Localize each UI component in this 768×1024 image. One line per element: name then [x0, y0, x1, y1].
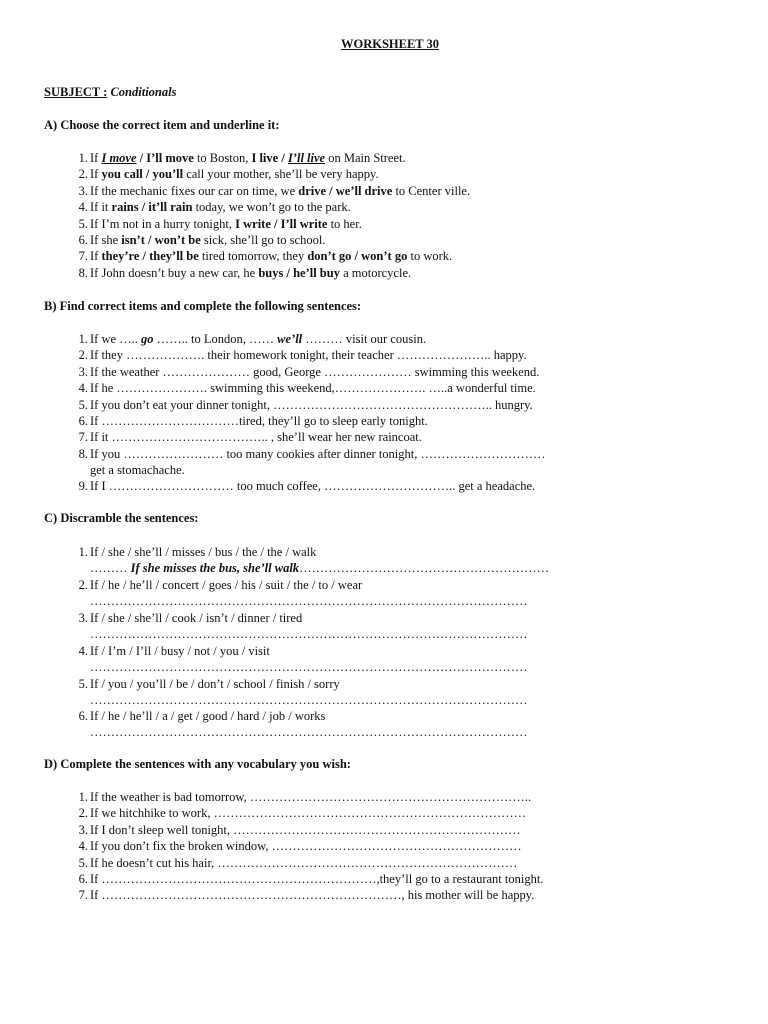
sentence-fragment: If it ……………………………….. , she’ll wear her new raincoat. [90, 430, 422, 444]
answer-dots: …………………………………………………………………………………………… [90, 660, 528, 674]
item-number: 6. [78, 709, 88, 723]
item-number: 3. [78, 822, 88, 837]
sentence-fragment: to her. [327, 216, 362, 231]
sentence-fragment: a motorcycle. [339, 265, 412, 280]
exercise-c-item [68, 610, 302, 626]
exercise-c-item [68, 544, 316, 560]
item-number: 4. [78, 200, 88, 215]
sentence-fragment: we’ll [277, 332, 303, 346]
sentence-text: If I don’t sleep well tonight, …………………………………………………………… [90, 822, 521, 837]
sentence-text: If the weather is bad tomorrow, ………………………………………………………….. [90, 790, 532, 804]
answer-dots: …………………………………………………… [299, 561, 550, 575]
sentence-fragment: you call / you’ll [101, 167, 184, 182]
item-number: 5. [78, 398, 88, 412]
sentence-fragment: If John doesn’t buy a new car, he [90, 265, 259, 280]
sentence-fragment: I’ll move [146, 151, 194, 165]
exercise-b-item [68, 331, 426, 347]
section-c-heading: C) Discramble the sentences: [44, 511, 199, 525]
scrambled-words: If / you / you’ll / be / don’t / school / finish / sorry [90, 677, 340, 691]
exercise-a-item [68, 216, 362, 232]
item-number: 4. [78, 644, 88, 658]
item-number: 5. [78, 855, 88, 870]
item-number: 7. [78, 430, 88, 444]
sentence-fragment: If you don’t eat your dinner tonight, …………………………………………….. hungry. [90, 398, 533, 412]
item-number: 8. [78, 447, 88, 461]
sentence-fragment: rains / it’ll rain [111, 200, 193, 215]
item-number: 7. [78, 888, 88, 903]
sentence-fragment: to Center ville. [392, 183, 471, 198]
subject-line [44, 85, 176, 100]
exercise-a-item [68, 232, 325, 248]
item-number: 2. [78, 348, 88, 362]
exercise-d-item [68, 887, 534, 903]
sentence-fragment: …….. to London, …… [153, 332, 278, 346]
exercise-a-item [68, 199, 351, 215]
answer-line [90, 659, 528, 675]
section-a-heading: A) Choose the correct item and underline it: [44, 118, 280, 132]
exercise-d-item [68, 805, 526, 821]
exercise-a-item [68, 265, 411, 281]
section-d-heading: D) Complete the sentences with any vocabulary you wish: [44, 757, 351, 771]
sentence-fragment: If it [90, 200, 112, 215]
scrambled-words: If / he / he’ll / concert / goes / his / suit / the / to / wear [90, 578, 363, 592]
sentence-text: If you don’t fix the broken window, …………………………………………………… [90, 839, 522, 854]
answer-line [90, 692, 528, 708]
sentence-fragment: buys / he’ll buy [258, 265, 340, 280]
exercise-c-item [68, 643, 270, 659]
answer-line [90, 560, 549, 576]
sentence-fragment: I live [251, 151, 279, 165]
item-number: 2. [78, 578, 88, 592]
item-number: 3. [78, 183, 88, 198]
item-number: 2. [78, 806, 88, 821]
sentence-fragment: / [278, 151, 288, 165]
exercise-d-item [68, 789, 531, 805]
item-number: 6. [78, 233, 88, 247]
sentence-fragment: drive / we’ll drive [298, 183, 393, 198]
item-number: 6. [78, 414, 88, 428]
sentence-fragment: on Main Street. [325, 151, 406, 165]
exercise-d-item [68, 871, 543, 887]
sentence-text: If …………………………………………………………,they’ll go to a restaurant tonight. [90, 872, 544, 886]
exercise-b-item [68, 478, 535, 494]
answer-line [90, 724, 528, 740]
sentence-text: If ………………………………………………………………, his mother will be happy. [90, 888, 535, 903]
exercise-a-item [68, 150, 406, 166]
sentence-fragment: If ……………………………tired, they’ll go to sleep early tonight. [90, 414, 428, 428]
item-number: 8. [78, 265, 88, 280]
sentence-fragment: If I ………………………… too much coffee, ………………………….. get a headache. [90, 479, 536, 493]
exercise-b-item [68, 397, 533, 413]
exercise-b-item [68, 364, 539, 380]
scrambled-words: If / he / he’ll / a / get / good / hard / job / works [90, 709, 326, 723]
sentence-fragment: I write / I’ll write [235, 216, 328, 231]
answer-dots: …………………………………………………………………………………………… [90, 693, 528, 707]
item-number: 2. [78, 167, 88, 182]
item-number: 4. [78, 381, 88, 395]
item-number: 3. [78, 611, 88, 625]
sentence-fragment: If she [90, 233, 122, 247]
sentence-fragment: I’ll live [287, 151, 326, 165]
exercise-d-item [68, 822, 521, 838]
sentence-fragment: / [136, 151, 147, 165]
worksheet-title: WORKSHEET 30 [340, 37, 440, 51]
answer-line [90, 626, 528, 642]
scrambled-words: If / she / she’ll / misses / bus / the / the / walk [90, 545, 317, 559]
answer-line [90, 593, 528, 609]
sentence-fragment: don’t go / won’t go [307, 249, 408, 264]
scrambled-words: If / I’m / I’ll / busy / not / you / visit [90, 644, 270, 658]
answer-dots: ……… [90, 561, 131, 575]
sentence-fragment: If he …………………. swimming this weekend,…………………. …..a wonderful time. [90, 381, 536, 395]
sentence-fragment: go [141, 332, 154, 346]
subject-value: Conditionals [110, 85, 177, 99]
section-b-heading: B) Find correct items and complete the following sentences: [44, 299, 362, 313]
sentence-fragment: sick, she’ll go to school. [200, 233, 326, 247]
sentence-fragment: today, we won’t go to the park. [192, 200, 351, 215]
item-number: 1. [78, 545, 88, 559]
exercise-b-item [68, 429, 422, 445]
sentence-fragment: If the mechanic fixes our car on time, we [90, 183, 299, 198]
sentence-text: If he doesn’t cut his hair, ……………………………………………………………… [90, 855, 518, 870]
exercise-b-item-continuation: get a stomachache. [90, 463, 185, 477]
answer-dots: …………………………………………………………………………………………… [90, 627, 528, 641]
exercise-a-item [68, 183, 470, 199]
sentence-fragment: I move [101, 151, 137, 165]
exercise-a-item [68, 166, 379, 182]
sentence-fragment: If [90, 151, 102, 165]
sentence-fragment: isn’t / won’t be [121, 233, 201, 247]
sentence-text: If we hitchhike to work, ………………………………………………………………… [90, 806, 527, 821]
sentence-fragment: If you …………………… too many cookies after dinner tonight, ………………………… [90, 447, 546, 461]
sentence-fragment: to Boston, [193, 151, 252, 165]
sentence-fragment: call your mother, she’ll be very happy. [183, 167, 379, 182]
item-number: 6. [78, 872, 88, 886]
item-number: 3. [78, 365, 88, 379]
sentence-fragment: If [90, 249, 102, 264]
item-number: 1. [78, 790, 88, 804]
exercise-c-item [68, 577, 362, 593]
item-number: 5. [78, 216, 88, 231]
item-number: 1. [78, 332, 88, 346]
exercise-d-item [68, 838, 522, 854]
sentence-fragment: If the weather ………………… good, George ………………… swimming this weekend. [90, 365, 540, 379]
exercise-b-item [68, 347, 527, 363]
sentence-fragment: ……… visit our cousin. [302, 332, 427, 346]
exercise-b-item [68, 380, 536, 396]
sentence-fragment: tired tomorrow, they [198, 249, 308, 264]
exercise-c-item [68, 676, 340, 692]
item-number: 4. [78, 839, 88, 854]
item-number: 5. [78, 677, 88, 691]
answer-dots: …………………………………………………………………………………………… [90, 725, 528, 739]
sentence-fragment: If I’m not in a hurry tonight, [90, 216, 236, 231]
item-number: 7. [78, 249, 88, 264]
subject-label: SUBJECT : [44, 85, 108, 99]
exercise-b-item [68, 413, 428, 429]
exercise-c-item [68, 708, 325, 724]
exercise-a-item [68, 248, 452, 264]
sentence-fragment: they’re / they’ll be [101, 249, 199, 264]
item-number: 9. [78, 479, 88, 493]
sentence-fragment: If we ….. [90, 332, 142, 346]
scrambled-words: If / she / she’ll / cook / isn’t / dinner / tired [90, 611, 303, 625]
exercise-d-item [68, 855, 517, 871]
example-answer: If she misses the bus, she’ll walk [130, 561, 300, 575]
sentence-fragment: to work. [407, 249, 453, 264]
sentence-fragment: If they ………………. their homework tonight, their teacher ………………….. happy. [90, 348, 527, 362]
answer-dots: …………………………………………………………………………………………… [90, 594, 528, 608]
exercise-b-item [68, 446, 546, 462]
item-number: 1. [78, 151, 88, 165]
sentence-fragment: If [90, 167, 102, 182]
